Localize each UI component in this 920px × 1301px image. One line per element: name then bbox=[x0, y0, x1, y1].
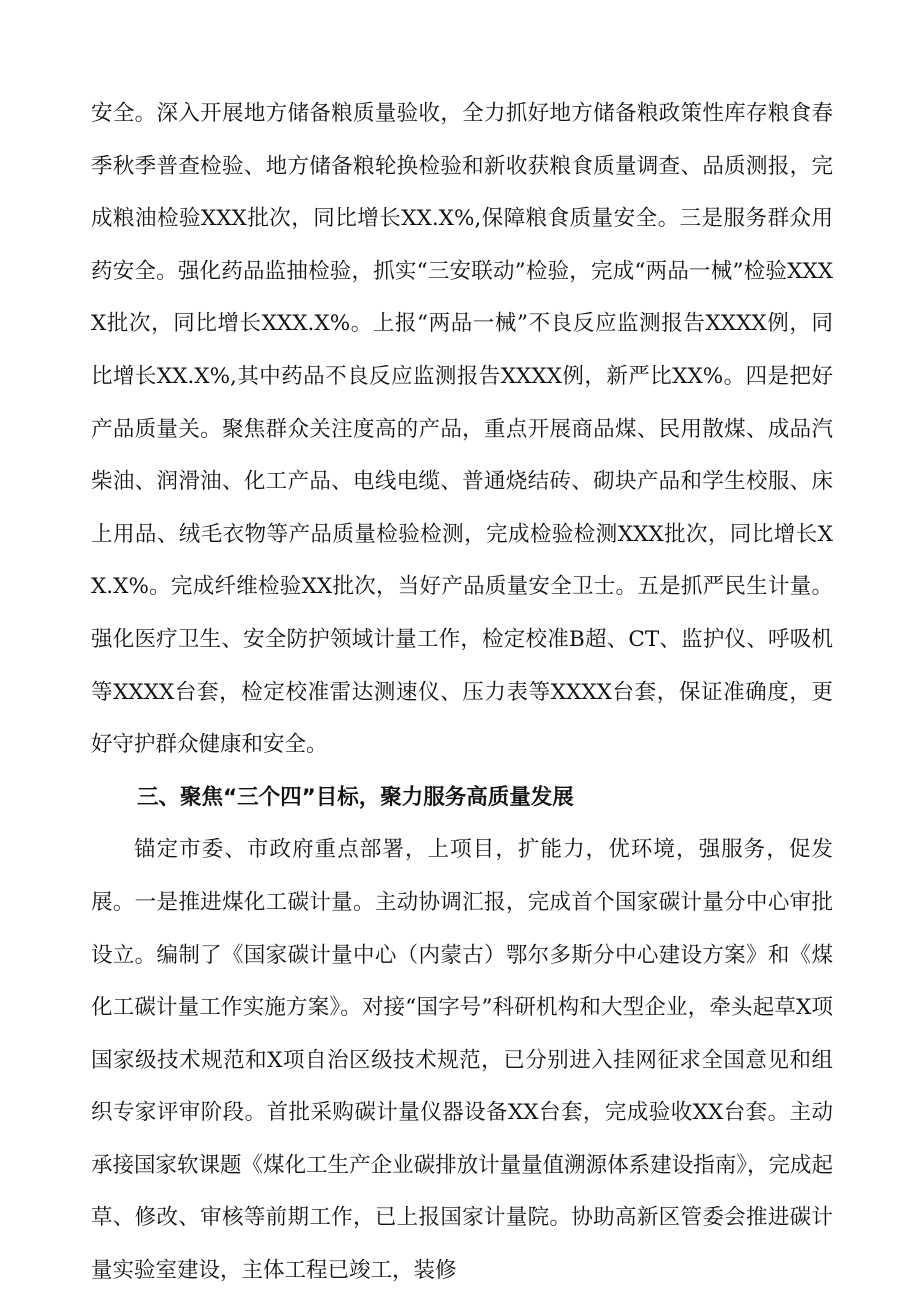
section-heading-3: 三、聚焦“三个四”目标，聚力服务高质量发展 bbox=[137, 784, 574, 810]
body-paragraph-2: 锚定市委、市政府重点部署，上项目，扩能力，优环境，强服务，促发展。一是推进煤化工碳计量。主动协调汇报，完成首个国家碳计量分中心审批设立。编制了《国家碳计量中心（内蒙古）鄂尔多斯分中心建设方案》和《煤化工碳计量工作实施方案》。对接“国字号”科研机构和大型企业，牵头起草X项国家级技术规范和X项自治区级技术规范，已分别进入挂网征求全国意见和组织专家评审阶段。首批采购碳计量仪器设备XX台套，完成验收XX台套。主动承接国家软课题《煤化工生产企业碳排放计量量值溯源体系建设指南》，完成起草、修改、审核等前期工作，已上报国家计量院。协助高新区管委会推进碳计量实验室建设，主体工程已竣工，装修 bbox=[91, 837, 833, 1284]
body-paragraph-1: 安全。深入开展地方储备粮质量验收，全力抓好地方储备粮政策性库存粮食春季秋季普查检验、地方储备粮轮换检验和新收获粮食质量调查、品质测报，完成粮油检验XXX批次，同比增长XX.X%,保障粮食质量安全。三是服务群众用药安全。强化药品监抽检验，抓实“三安联动”检验，完成“两品一械”检验XXXX批次，同比增长XXX.X%。上报“两品一械”不良反应监测报告XXXX例，同比增长XX.X%,其中药品不良反应监测报告XXXX例，新严比XX%。四是把好产品质量关。聚焦群众关注度高的产品，重点开展商品煤、民用散煤、成品汽柴油、润滑油、化工产品、电线电缆、普通烧结砖、砌块产品和学生校服、床上用品、绒毛衣物等产品质量检验检测，完成检验检测XXX批次，同比增长XX.X%。完成纤维检验XX批次，当好产品质量安全卫士。五是抓严民生计量。强化医疗卫生、安全防护领域计量工作，检定校准B超、CT、监护仪、呼吸机等XXXX台套，检定校准雷达测速仪、压力表等XXXX台套，保证准确度，更好守护群众健康和安全。 bbox=[91, 101, 833, 758]
document-page bbox=[91, 88, 833, 1298]
